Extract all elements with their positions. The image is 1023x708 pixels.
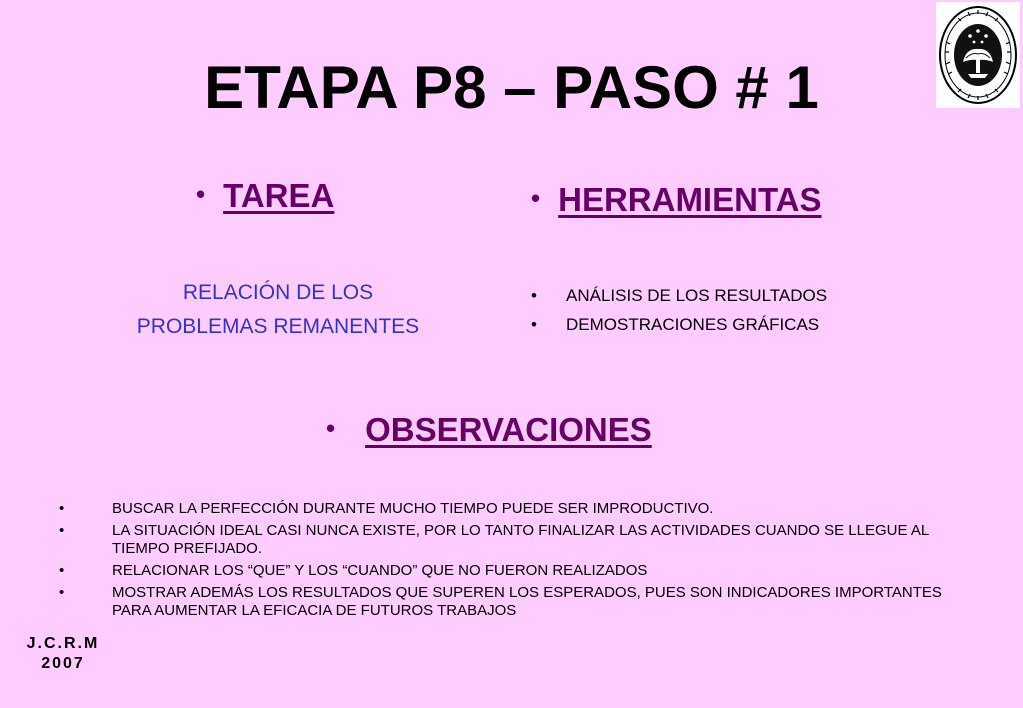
tarea-description [100,276,456,344]
list-item-text: BUSCAR LA PERFECCIÓN DURANTE MUCHO TIEMPO PUEDE SER IMPRODUCTIVO. [112,500,714,517]
author-signature [17,634,109,674]
bullet: • [59,500,65,517]
herramientas-heading [531,178,822,220]
signature-year: 2007 [41,655,85,672]
observaciones-heading [326,408,652,450]
list-item [531,310,827,339]
list-item-text: ANÁLISIS DE LOS RESULTADOS [566,286,828,305]
bullet: • [59,584,65,601]
list-item-text: DEMOSTRACIONES GRÁFICAS [566,315,820,334]
herramientas-list [531,281,827,339]
bullet: • [196,179,206,209]
list-item [59,500,959,518]
signature-initials: J.C.R.M [26,635,100,652]
observaciones-heading-label: OBSERVACIONES [365,411,652,448]
list-item-text: MOSTRAR ADEMÁS LOS RESULTADOS QUE SUPEREN LOS ESPERADOS, PUES SON INDICADORES IMPORTANTES PARA AUMENTAR LA EFICACIA DE FUTUROS TRABAJOS [112,584,942,619]
observaciones-list [59,500,959,624]
bullet: • [59,562,65,579]
tarea-description-line: RELACIÓN DE LOS [182,281,374,304]
list-item [531,281,827,310]
tarea-description-line: PROBLEMAS REMANENTES [136,315,420,338]
list-item [59,584,959,620]
bullet: • [531,315,537,334]
list-item-text: RELACIONAR LOS “QUE” Y LOS “CUANDO” QUE NO FUERON REALIZADOS [112,562,648,579]
list-item-text: LA SITUACIÓN IDEAL CASI NUNCA EXISTE, POR LO TANTO FINALIZAR LAS ACTIVIDADES CUANDO SE LLEGUE AL TIEMPO PREFIJADO. [112,522,929,557]
list-item [59,562,959,580]
bullet: • [326,413,336,443]
university-seal-icon [936,2,1020,108]
slide-title: ETAPA P8 – PASO # 1 [204,54,819,121]
tarea-heading-label: TAREA [223,177,335,214]
bullet: • [531,286,537,305]
list-item [59,522,959,558]
herramientas-heading-label: HERRAMIENTAS [558,181,822,218]
bullet: • [531,183,541,213]
bullet: • [59,522,65,539]
tarea-heading [196,174,334,216]
